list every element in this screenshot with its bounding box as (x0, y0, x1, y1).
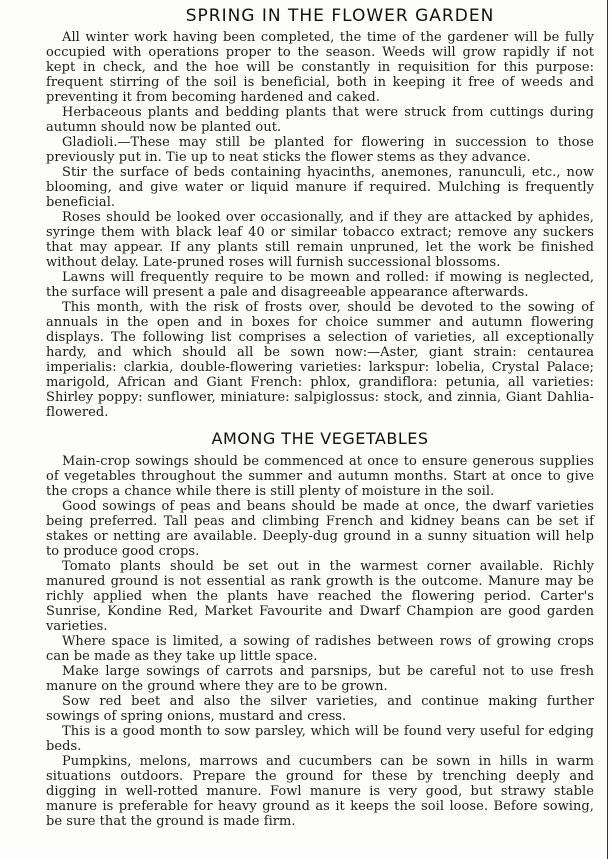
paragraph-winter-work: All winter work having been completed, the time of the gardener will be fully occupied with operations proper to the season. Weeds will grow rapidly if not kept in check, and the hoe will be constantly in requisition for this purpose: frequent stirring of the soil is beneficial, both in keeping it free of weeds and preventing it from becoming hardened and caked. (46, 30, 594, 105)
paragraph-parsley: This is a good month to sow parsley, which will be found very useful for edging beds. (46, 724, 594, 754)
paragraph-pumpkins: Pumpkins, melons, marrows and cucumbers can be sown in hills in warm situations outdoors. Prepare the ground for these by trenching deeply and digging in well-rotted manure. Fowl manure is very good, but strawy stable manure is preferable for heavy ground as it keeps the soil loose. Before sowing, be sure that the ground is made firm. (46, 754, 594, 829)
paragraph-radishes: Where space is limited, a sowing of radishes between rows of growing crops can be made as they take up little space. (46, 634, 594, 664)
paragraph-herbaceous-plants: Herbaceous plants and bedding plants that were struck from cuttings during autumn should now be planted out. (46, 105, 594, 135)
paragraph-peas-beans: Good sowings of peas and beans should be made at once, the dwarf varieties being preferred. Tall peas and climbing French and kidney beans can be set if stakes or netting are available. Deeply-dug ground in a sunny situation will help to produce good crops. (46, 499, 594, 559)
section-flower-garden (46, 30, 594, 420)
paragraph-carrots-parsnips: Make large sowings of carrots and parsnips, but be careful not to use fresh manure on the ground where they are to be grown. (46, 664, 594, 694)
column-rule (607, 0, 608, 859)
article-column (46, 4, 594, 829)
paragraph-roses: Roses should be looked over occasionally, and if they are attacked by aphides, syringe them with black leaf 40 or similar tobacco extract; remove any suckers that may appear. If any plants still remain unpruned, let the work be finished without delay. Late-pruned roses will furnish successional blossoms. (46, 210, 594, 270)
paragraph-beet: Sow red beet and also the silver varieties, and continue making further sowings of spring onions, mustard and cress. (46, 694, 594, 724)
section-title-vegetables: AMONG THE VEGETABLES (211, 429, 429, 448)
paragraph-tomatoes: Tomato plants should be set out in the warmest corner available. Richly manured ground is not essential as rank growth is the outcome. Manure may be richly applied when the plants have reached the flowering period. Carter's Sunrise, Kondine Red, Market Favourite and Dwarf Champion are good garden varieties. (46, 559, 594, 634)
paragraph-gladioli: Gladioli.—These may still be planted for flowering in succession to those previously put in. Tie up to neat sticks the flower stems as they advance. (46, 135, 594, 165)
paragraph-lawns: Lawns will frequently require to be mown and rolled: if mowing is neglected, the surface will present a pale and disagreeable appearance afterwards. (46, 270, 594, 300)
paragraph-main-crop: Main-crop sowings should be commenced at once to ensure generous supplies of vegetables throughout the summer and autumn months. Start at once to give the crops a chance while there is still plenty of moisture in the soil. (46, 454, 594, 499)
paragraph-annuals: This month, with the risk of frosts over, should be devoted to the sowing of annuals in the open and in boxes for choice summer and autumn flowering displays. The following list comprises a selection of varieties, all exceptionally hardy, and which should all be sown now:—Aster, giant strain: centaurea imperialis: clarkia, double-flowering varieties: larkspur: lobelia, Crystal Palace; marigold, African and Giant French: phlox, grandiflora: petunia, all varieties: Shirley poppy: sunflower, miniature: salpiglossus: stock, and zinnia, Giant Dahlia-flowered. (46, 300, 594, 420)
paragraph-hyacinths: Stir the surface of beds containing hyacinths, anemones, ranunculi, etc., now blooming, and give water or liquid manure if required. Mulching is frequently beneficial. (46, 165, 594, 210)
section-vegetables (46, 454, 594, 829)
section-title-flower-garden: SPRING IN THE FLOWER GARDEN (185, 6, 495, 26)
